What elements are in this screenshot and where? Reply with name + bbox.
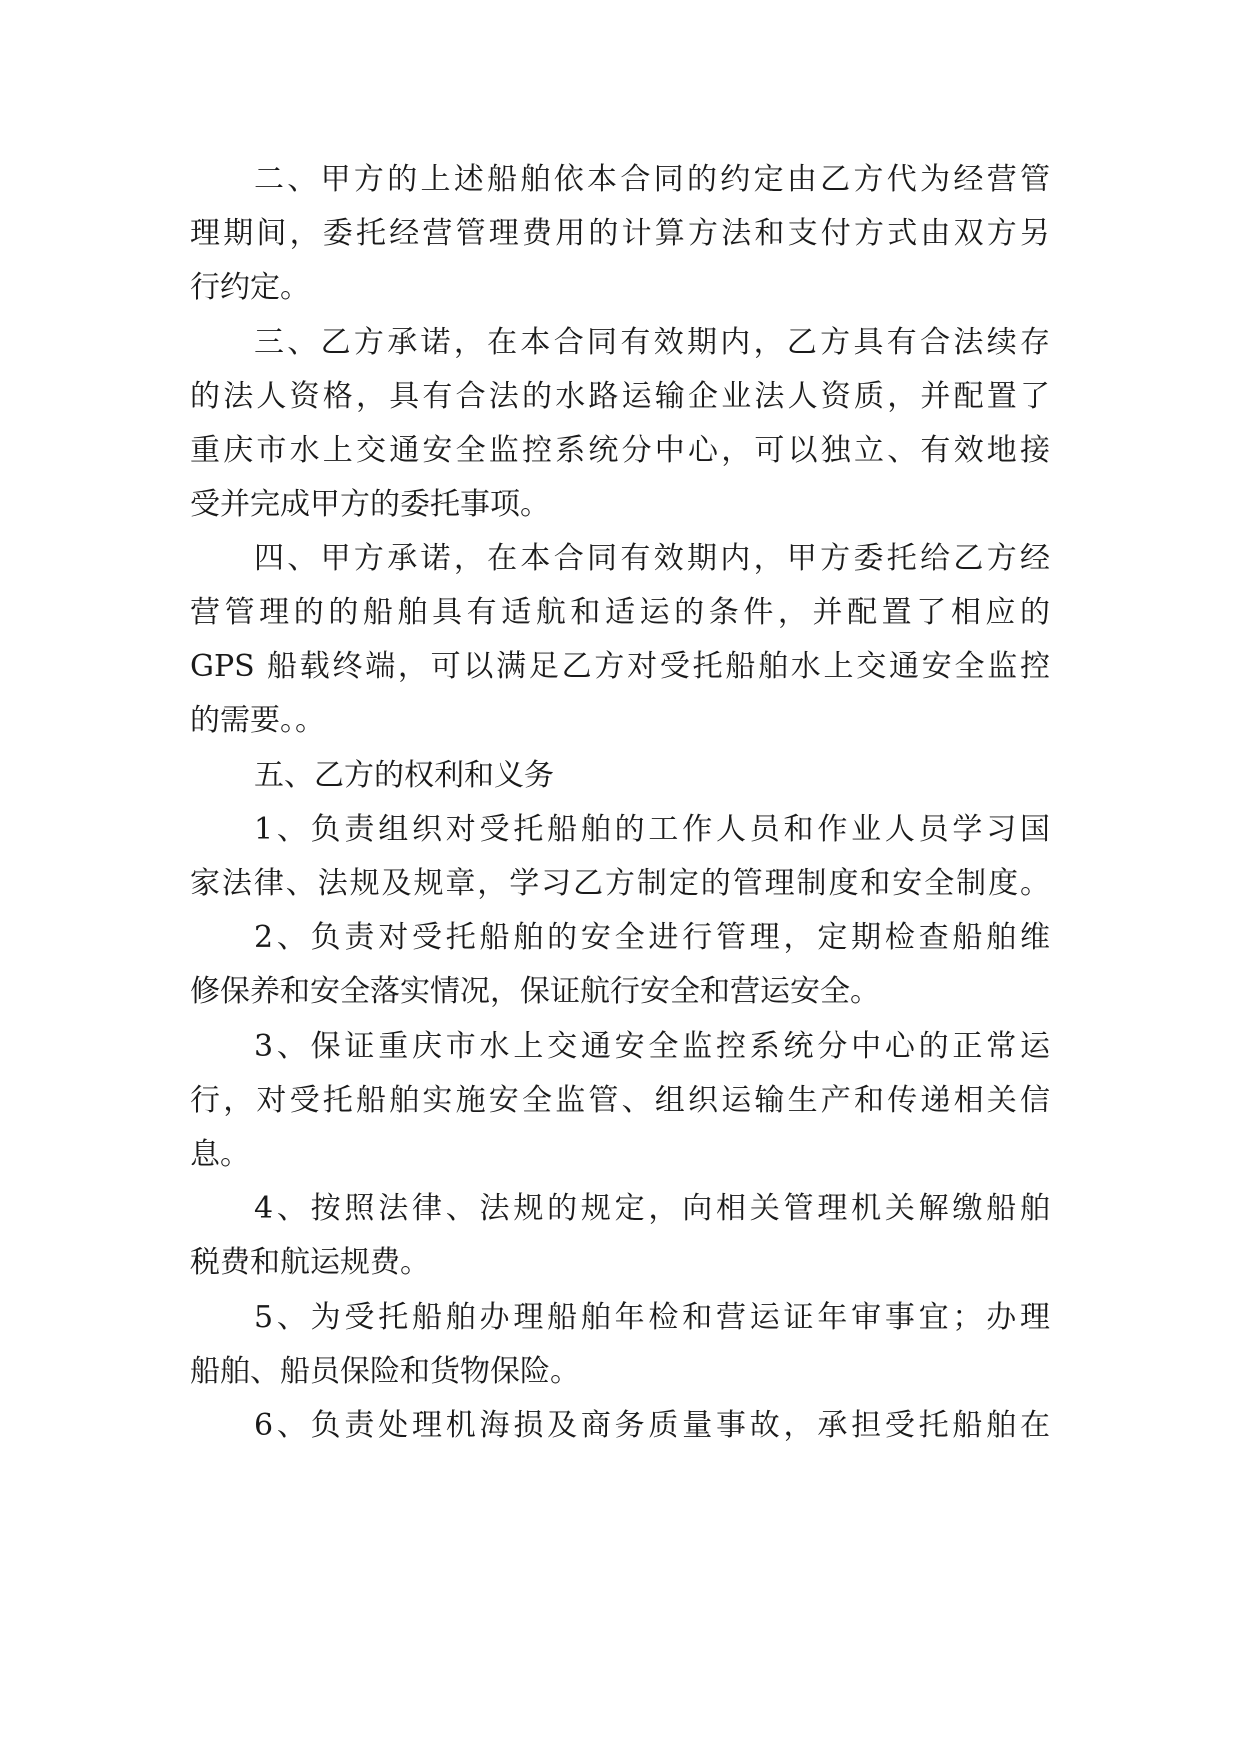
paragraph-2-line-1: 二、甲方的上述船舶依本合同的约定由乙方代为经营管 [254,162,1050,197]
paragraph-3-line-4: 受并完成甲方的委托事项。 [190,487,550,522]
item-1-line-2: 家法律、法规及规章，学习乙方制定的管理制度和安全制度。 [190,866,1050,901]
paragraph-2-line-3: 行约定。 [190,270,310,305]
item-6-line-1: 6、负责处理机海损及商务质量事故，承担受托船舶在 [254,1408,1050,1443]
item-5-line-1: 5、为受托船舶办理船舶年检和营运证年审事宜；办理 [254,1300,1050,1335]
paragraph-3-line-1: 三、乙方承诺，在本合同有效期内，乙方具有合法续存 [254,325,1050,360]
paragraph-4-line-4: 的需要。。 [190,703,325,738]
item-2-line-1: 2、负责对受托船舶的安全进行管理，定期检查船舶维 [254,920,1050,955]
section-5-heading: 五、乙方的权利和义务 [254,758,554,793]
paragraph-3-line-3: 重庆市水上交通安全监控系统分中心，可以独立、有效地接 [190,433,1050,468]
paragraph-2-line-2: 理期间，委托经营管理费用的计算方法和支付方式由双方另 [190,216,1050,251]
item-3-line-2: 行，对受托船舶实施安全监管、组织运输生产和传递相关信 [190,1083,1050,1118]
item-2-line-2: 修保养和安全落实情况，保证航行安全和营运安全。 [190,974,880,1009]
paragraph-4-line-3: GPS 船载终端，可以满足乙方对受托船舶水上交通安全监控 [190,649,1050,684]
item-4-line-1: 4、按照法律、法规的规定，向相关管理机关解缴船舶 [254,1191,1050,1226]
item-5-line-2: 船舶、船员保险和货物保险。 [190,1354,580,1389]
item-4-line-2: 税费和航运规费。 [190,1245,430,1280]
paragraph-3-line-2: 的法人资格，具有合法的水路运输企业法人资质，并配置了 [190,379,1050,414]
item-1-line-1: 1、负责组织对受托船舶的工作人员和作业人员学习国 [254,812,1050,847]
item-3-line-3: 息。 [190,1137,250,1172]
item-3-line-1: 3、保证重庆市水上交通安全监控系统分中心的正常运 [254,1029,1050,1064]
paragraph-4-line-2: 营管理的的船舶具有适航和适运的条件，并配置了相应的 [190,595,1050,630]
paragraph-4-line-1: 四、甲方承诺，在本合同有效期内，甲方委托给乙方经 [254,541,1050,576]
